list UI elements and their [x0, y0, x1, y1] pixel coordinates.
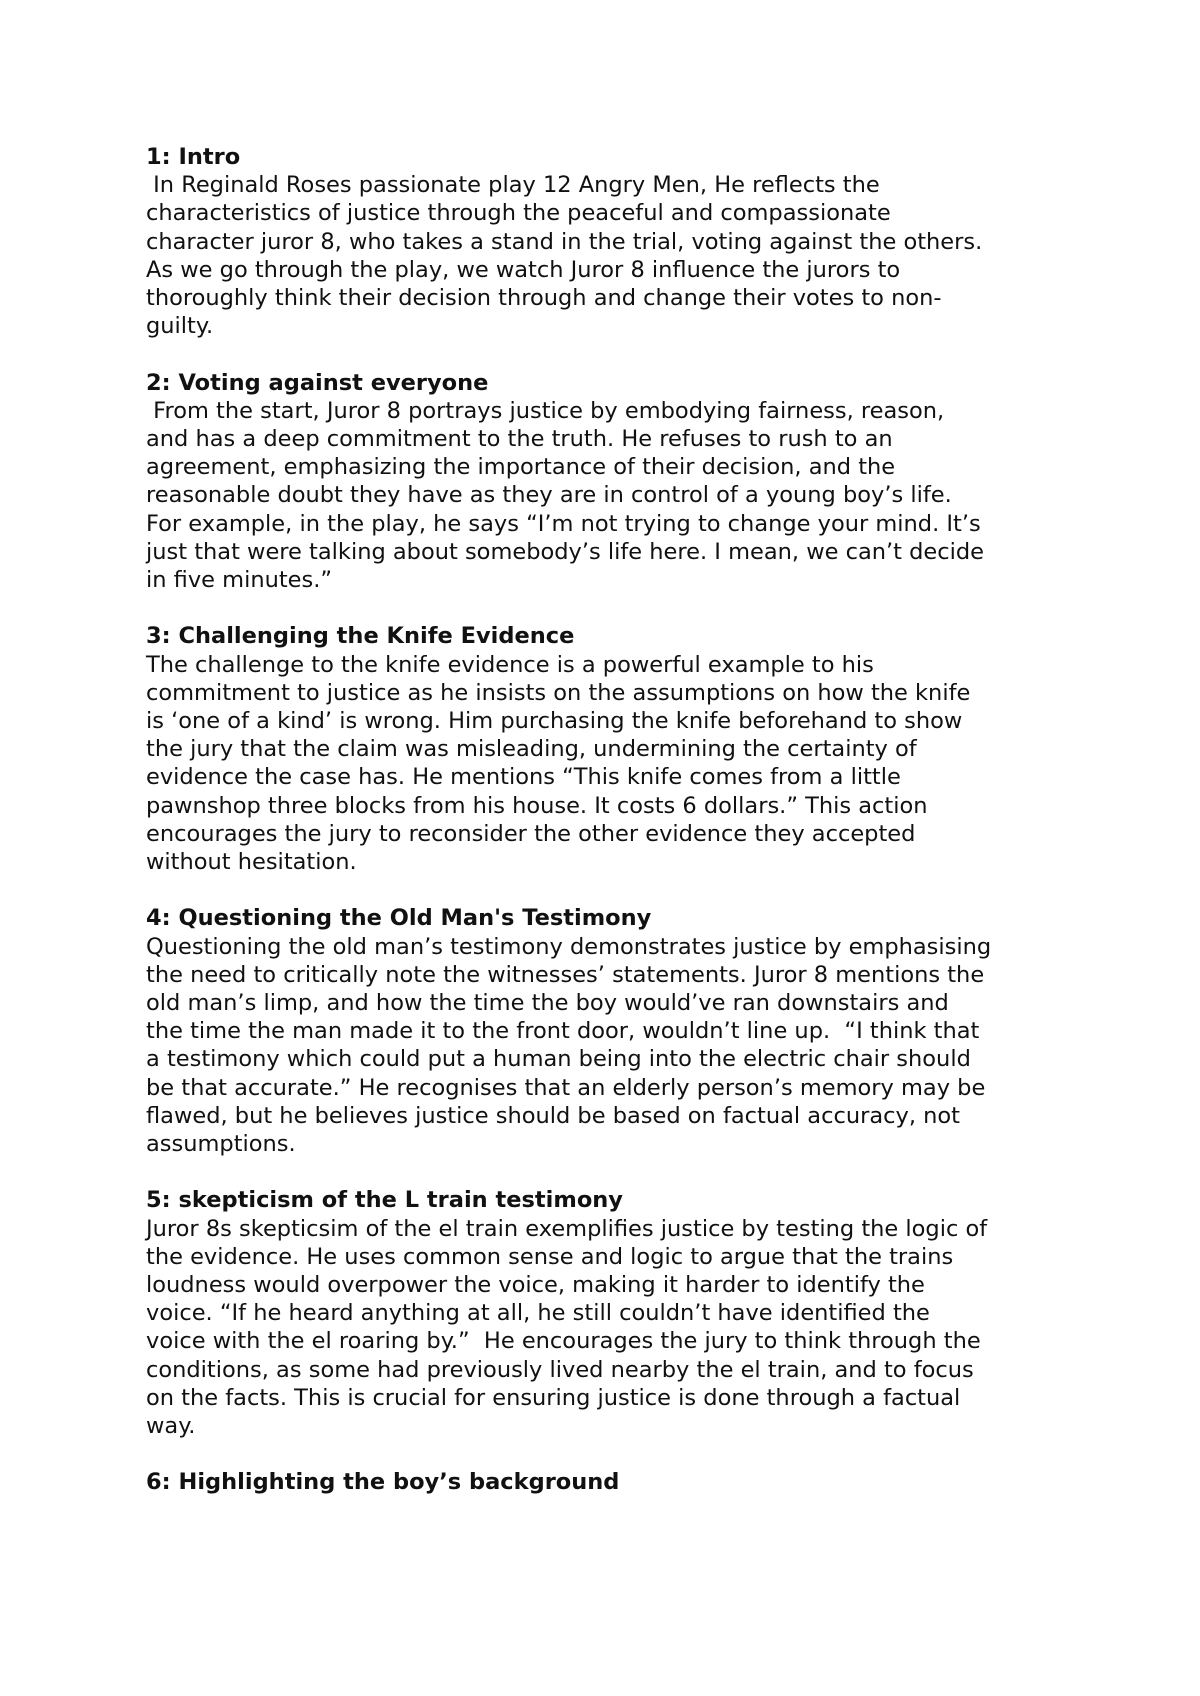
paragraph-line: without hesitation.: [146, 849, 357, 876]
section-voting-against-everyone: [146, 369, 1086, 595]
section-heading: 6: Highlighting the boy’s background: [146, 1469, 620, 1496]
section-boy-background: [146, 1468, 1086, 1496]
section-knife-evidence: [146, 622, 1086, 876]
paragraph-line: in five minutes.”: [146, 567, 333, 594]
section-heading: 4: Questioning the Old Man's Testimony: [146, 905, 652, 932]
section-heading: 3: Challenging the Knife Evidence: [146, 623, 575, 650]
paragraph-line: way.: [146, 1413, 196, 1440]
paragraph-line: For example, in the play, he says “I’m not trying to change your mind. It’s: [146, 510, 981, 537]
paragraph-line: conditions, as some had previously lived nearby the el train, and to focus: [146, 1356, 974, 1383]
paragraph-line: the jury that the claim was misleading, undermining the certainty of: [146, 736, 917, 763]
paragraph-line: assumptions.: [146, 1131, 296, 1158]
paragraph-line: encourages the jury to reconsider the other evidence they accepted: [146, 820, 916, 847]
paragraph-line: loudness would overpower the voice, making it harder to identify the: [146, 1272, 925, 1299]
paragraph-line: on the facts. This is crucial for ensuring justice is done through a factual: [146, 1384, 961, 1411]
paragraph-line: In Reginald Roses passionate play 12 Angry Men, He reflects the: [146, 172, 880, 199]
paragraph-line: Juror 8s skepticsim of the el train exemplifies justice by testing the logic of: [146, 1215, 988, 1242]
paragraph-line: the evidence. He uses common sense and logic to argue that the trains: [146, 1243, 954, 1270]
paragraph-line: the need to critically note the witnesses’ statements. Juror 8 mentions the: [146, 961, 985, 988]
section-paragraph: [146, 1215, 1086, 1441]
section-heading: 5: skepticism of the L train testimony: [146, 1187, 623, 1214]
paragraph-line: From the start, Juror 8 portrays justice by embodying fairness, reason,: [146, 397, 945, 424]
section-l-train-testimony: [146, 1186, 1086, 1440]
paragraph-line: flawed, but he believes justice should be based on factual accuracy, not: [146, 1102, 960, 1129]
section-intro: [146, 143, 1086, 340]
section-paragraph: [146, 397, 1086, 594]
paragraph-line: is ‘one of a kind’ is wrong. Him purchasing the knife beforehand to show: [146, 708, 963, 735]
section-paragraph: [146, 651, 1086, 877]
paragraph-line: thoroughly think their decision through and change their votes to non-: [146, 285, 942, 312]
paragraph-line: pawnshop three blocks from his house. It costs 6 dollars.” This action: [146, 792, 928, 819]
paragraph-line: guilty.: [146, 313, 214, 340]
paragraph-line: character juror 8, who takes a stand in the trial, voting against the others.: [146, 228, 983, 255]
paragraph-line: As we go through the play, we watch Juror 8 influence the jurors to: [146, 256, 901, 283]
paragraph-line: agreement, emphasizing the importance of their decision, and the: [146, 454, 896, 481]
paragraph-line: commitment to justice as he insists on the assumptions on how the knife: [146, 679, 971, 706]
paragraph-line: a testimony which could put a human being into the electric chair should: [146, 1046, 971, 1073]
section-paragraph: [146, 171, 1086, 340]
paragraph-line: be that accurate.” He recognises that an elderly person’s memory may be: [146, 1074, 986, 1101]
section-old-man-testimony: [146, 904, 1086, 1158]
section-paragraph: [146, 933, 1086, 1159]
section-heading: 2: Voting against everyone: [146, 369, 489, 396]
paragraph-line: old man’s limp, and how the time the boy would’ve ran downstairs and: [146, 990, 949, 1017]
document-content: [146, 143, 1086, 1525]
section-heading: 1: Intro: [146, 144, 241, 170]
paragraph-line: voice. “If he heard anything at all, he still couldn’t have identified the: [146, 1300, 930, 1327]
paragraph-line: just that were talking about somebody’s life here. I mean, we can’t decide: [146, 538, 985, 565]
paragraph-line: the time the man made it to the front door, wouldn’t line up. “I think that: [146, 1018, 980, 1045]
paragraph-line: voice with the el roaring by.” He encourages the jury to think through the: [146, 1328, 981, 1355]
paragraph-line: and has a deep commitment to the truth. He refuses to rush to an: [146, 426, 893, 453]
paragraph-line: Questioning the old man’s testimony demonstrates justice by emphasising: [146, 933, 992, 960]
paragraph-line: evidence the case has. He mentions “This knife comes from a little: [146, 764, 901, 791]
paragraph-line: reasonable doubt they have as they are in control of a young boy’s life.: [146, 482, 952, 509]
paragraph-line: characteristics of justice through the peaceful and compassionate: [146, 200, 891, 227]
paragraph-line: The challenge to the knife evidence is a powerful example to his: [146, 651, 874, 678]
